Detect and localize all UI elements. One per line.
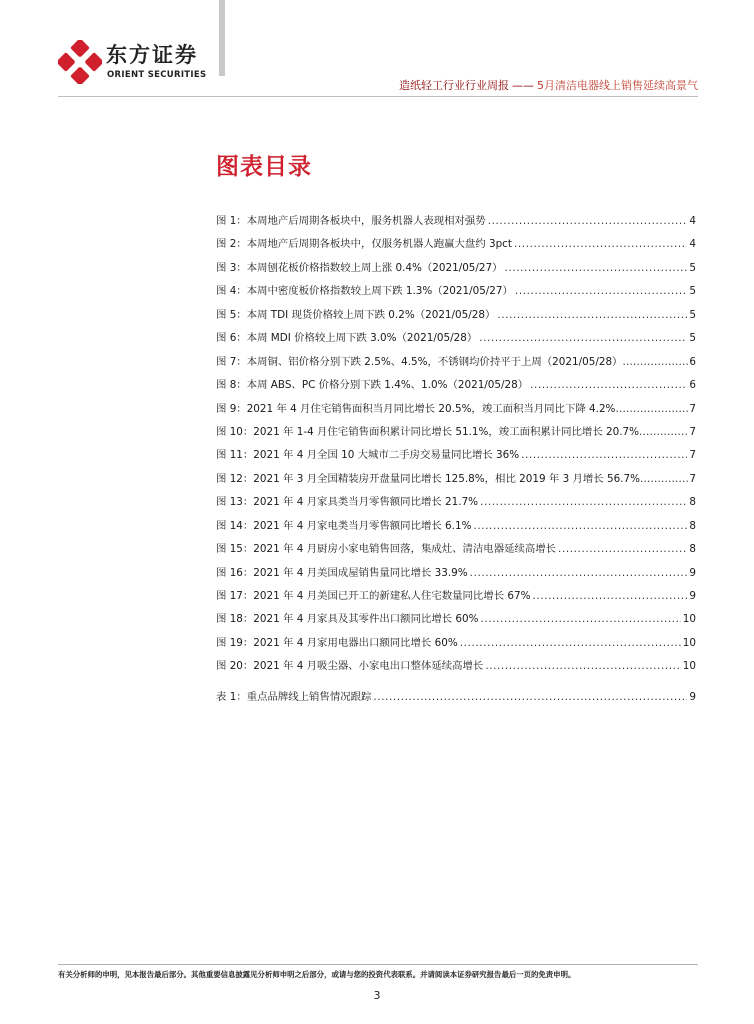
toc-entry-label: 图 4：本周中密度板价格指数较上周下跌 1.3%（2021/05/27） bbox=[216, 285, 513, 298]
toc-entry[interactable] bbox=[216, 259, 696, 282]
toc-leader-dots bbox=[639, 426, 689, 438]
toc-entry-page: 9 bbox=[689, 691, 696, 703]
figure-list bbox=[216, 212, 696, 681]
toc-leader-dots bbox=[479, 332, 687, 344]
toc-entry-label: 图 12：2021 年 3 月全国精装房开盘量同比增长 125.8%，相比 2019 年 3 月增长 56.7% bbox=[216, 472, 640, 485]
report-header bbox=[399, 77, 698, 93]
toc-entry-label: 图 15：2021 年 4 月厨房小家电销售回落，集成灶、清洁电器延续高增长 bbox=[216, 543, 557, 556]
toc-entry[interactable] bbox=[216, 493, 696, 516]
header-divider bbox=[58, 96, 698, 97]
toc-leader-dots bbox=[481, 613, 681, 625]
toc-entry[interactable] bbox=[216, 400, 696, 423]
toc-entry[interactable] bbox=[216, 657, 696, 680]
toc-entry-label: 图 13：2021 年 4 月家具类当月零售额同比增长 21.7% bbox=[216, 496, 479, 509]
toc-leader-dots bbox=[558, 543, 687, 555]
toc-entry-label: 图 18：2021 年 4 月家具及其零件出口额同比增长 60% bbox=[216, 613, 479, 626]
toc-entry-label: 图 2：本周地产后周期各板块中，仅服务机器人跑赢大盘约 3pct bbox=[216, 238, 512, 251]
toc-entry-page: 10 bbox=[682, 613, 696, 626]
toc-leader-dots bbox=[488, 215, 688, 227]
toc-entry[interactable] bbox=[216, 470, 696, 493]
toc-entry-page: 7 bbox=[689, 425, 696, 438]
toc-entry[interactable] bbox=[216, 634, 696, 657]
toc-entry[interactable] bbox=[216, 353, 696, 376]
toc-entry-page: 4 bbox=[689, 215, 696, 227]
toc-entry-page: 8 bbox=[689, 496, 696, 509]
toc-entry-page: 9 bbox=[689, 590, 696, 602]
toc-entry-page: 7 bbox=[689, 402, 696, 415]
toc-entry-page: 9 bbox=[689, 566, 696, 579]
toc-entry[interactable] bbox=[216, 423, 696, 446]
toc-entry-label: 图 16：2021 年 4 月美国成屋销售量同比增长 33.9% bbox=[216, 566, 468, 579]
toc-leader-dots bbox=[532, 590, 687, 602]
toc-entry-page: 10 bbox=[682, 636, 696, 649]
toc-entry-page: 7 bbox=[689, 472, 696, 485]
toc-leader-dots bbox=[505, 262, 688, 274]
toc-leader-dots bbox=[521, 449, 687, 461]
toc-leader-dots bbox=[470, 567, 688, 579]
toc-leader-dots bbox=[515, 285, 687, 297]
toc-entry-label: 图 14：2021 年 4 月家电类当月零售额同比增长 6.1% bbox=[216, 519, 472, 532]
toc-entry-page: 6 bbox=[689, 379, 696, 392]
header-accent-bar bbox=[219, 0, 225, 76]
toc-leader-dots bbox=[497, 309, 687, 321]
toc-entry[interactable] bbox=[216, 517, 696, 540]
toc-leader-dots bbox=[460, 637, 681, 649]
toc-entry-page: 6 bbox=[689, 355, 696, 368]
toc-entry-page: 5 bbox=[689, 285, 696, 298]
toc-entry-label: 图 1：本周地产后周期各板块中，服务机器人表现相对强势 bbox=[216, 215, 486, 227]
toc-entry-page: 5 bbox=[689, 332, 696, 345]
toc-leader-dots bbox=[615, 403, 689, 415]
toc-leader-dots bbox=[473, 520, 687, 532]
toc-entry[interactable] bbox=[216, 564, 696, 587]
toc-entry-label: 图 10：2021 年 1-4 月住宅销售面积累计同比增长 51.1%，竣工面积累计同比增长 20.7% bbox=[216, 425, 640, 438]
toc-entry[interactable] bbox=[216, 446, 696, 469]
toc-leader-dots bbox=[485, 660, 680, 672]
toc-entry-label: 图 6：本周 MDI 价格较上周下跌 3.0%（2021/05/28） bbox=[216, 332, 478, 345]
toc-leader-dots bbox=[530, 379, 687, 391]
toc-entry[interactable] bbox=[216, 376, 696, 399]
toc-entry-label: 图 19：2021 年 4 月家用电器出口额同比增长 60% bbox=[216, 636, 458, 649]
report-name: 造纸轻工行业行业周报 bbox=[399, 79, 509, 92]
toc-entry-page: 10 bbox=[682, 660, 696, 673]
toc-entry[interactable] bbox=[216, 688, 696, 711]
toc-leader-dots bbox=[640, 473, 689, 485]
toc-entry[interactable] bbox=[216, 306, 696, 329]
toc-entry[interactable] bbox=[216, 282, 696, 305]
toc-entry-page: 8 bbox=[689, 543, 696, 556]
orient-securities-logo-icon bbox=[58, 40, 102, 84]
toc-entry-page: 8 bbox=[689, 519, 696, 532]
logo-chinese-name: 东方证券 bbox=[106, 43, 198, 67]
report-subtitle: 5月清洁电器线上销售延续高景气 bbox=[537, 79, 698, 92]
page-number: 3 bbox=[373, 989, 381, 1002]
table-list bbox=[216, 688, 696, 711]
toc-leader-dots bbox=[480, 496, 687, 508]
toc-entry-label: 图 20：2021 年 4 月吸尘器、小家电出口整体延续高增长 bbox=[216, 660, 484, 673]
toc-entry-label: 图 9：2021 年 4 月住宅销售面积当月同比增长 20.5%，竣工面积当月同比下降 4.2% bbox=[216, 402, 616, 415]
toc-entry-page: 5 bbox=[689, 261, 696, 274]
toc-leader-dots bbox=[622, 356, 689, 368]
toc-leader-dots bbox=[514, 238, 687, 250]
toc-entry-label: 图 3：本周刨花板价格指数较上周上涨 0.4%（2021/05/27） bbox=[216, 261, 503, 274]
header-separator: —— bbox=[512, 79, 534, 92]
toc-entry[interactable] bbox=[216, 329, 696, 352]
toc-entry[interactable] bbox=[216, 235, 696, 258]
toc-leader-dots bbox=[373, 691, 687, 703]
footer-disclaimer: 有关分析师的申明，见本报告最后部分。其他重要信息披露见分析师申明之后部分，或请与您的投资代表联系。并请阅读本证券研究报告最后一页的免责申明。 bbox=[58, 970, 576, 979]
toc-entry-label: 表 1：重点品牌线上销售情况跟踪 bbox=[216, 691, 372, 703]
toc-entry-label: 图 17：2021 年 4 月美国已开工的新建私人住宅数量同比增长 67% bbox=[216, 590, 531, 602]
logo-english-name: ORIENT SECURITIES bbox=[107, 70, 207, 80]
toc-entry[interactable] bbox=[216, 540, 696, 563]
toc-entry-page: 5 bbox=[689, 308, 696, 321]
toc-entry-page: 7 bbox=[689, 449, 696, 462]
toc-title: 图表目录 bbox=[216, 154, 312, 180]
toc-entry-page: 4 bbox=[689, 238, 696, 251]
toc-entry[interactable] bbox=[216, 212, 696, 235]
toc-entry-label: 图 7：本周铜、铝价格分别下跌 2.5%、4.5%，不锈钢均价持平于上周（2021/05/28） bbox=[216, 355, 623, 368]
toc-entry-label: 图 11：2021 年 4 月全国 10 大城市二手房交易量同比增长 36% bbox=[216, 449, 520, 462]
toc-entry-label: 图 8：本周 ABS、PC 价格分别下跌 1.4%、1.0%（2021/05/28） bbox=[216, 379, 529, 392]
toc-entry[interactable] bbox=[216, 587, 696, 610]
toc-entry-label: 图 5：本周 TDI 现货价格较上周下跌 0.2%（2021/05/28） bbox=[216, 308, 496, 321]
toc-entry[interactable] bbox=[216, 610, 696, 633]
footer-divider bbox=[58, 964, 698, 965]
